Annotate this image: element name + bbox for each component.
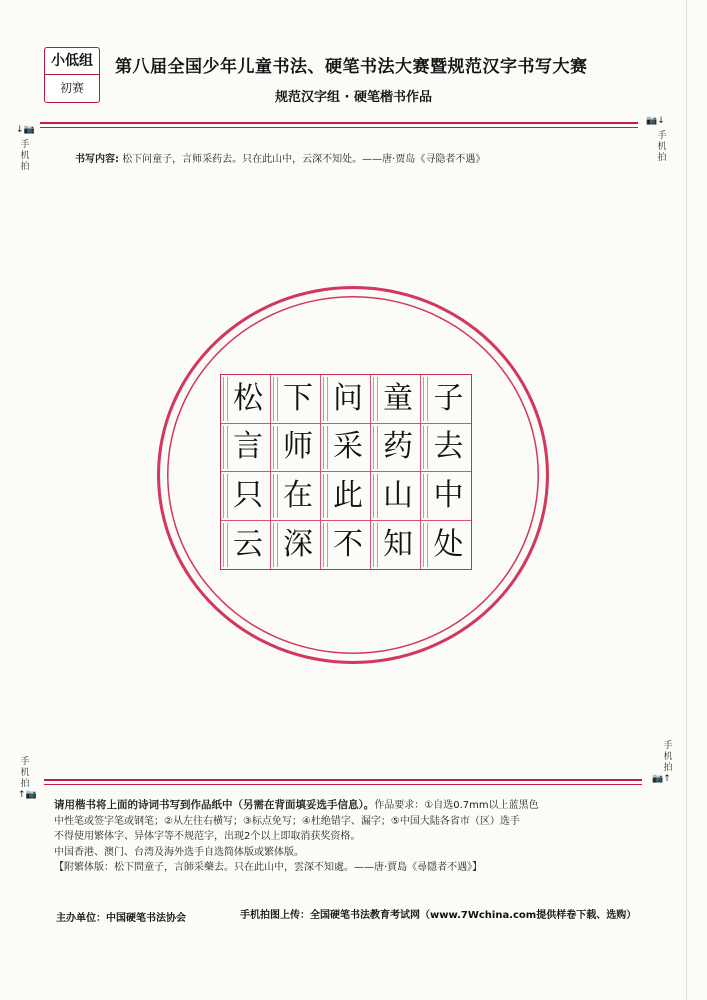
top-divider <box>40 122 638 128</box>
instructions-line3: 不得使用繁体字、异体字等不规范字，出现2个以上即取消获奖资格。 <box>54 831 361 842</box>
page-title: 第八届全国少年儿童书法、硬笔书法大赛暨规范汉字书写大赛 <box>115 57 588 77</box>
grid-character: 深 <box>283 526 313 562</box>
grid-character: 去 <box>433 429 464 465</box>
grid-cell <box>321 424 371 473</box>
camera-icon: ↑📷 <box>18 790 37 800</box>
grid-character: 处 <box>433 526 464 562</box>
grid-character: 中 <box>433 477 464 513</box>
phone-capture-label: 手机拍 <box>657 131 667 163</box>
grid-cell <box>421 424 471 473</box>
grid-character: 药 <box>383 429 413 465</box>
grid-character: 只 <box>233 477 263 513</box>
grid-cell <box>271 521 321 570</box>
grid-cell <box>371 375 421 424</box>
grid-cell <box>321 375 371 424</box>
grid-cell <box>221 424 271 473</box>
scan-edge-line <box>686 0 687 1000</box>
grid-cell <box>321 521 371 570</box>
grid-cell <box>371 424 421 473</box>
grid-character: 子 <box>433 380 464 416</box>
grid-character: 在 <box>283 477 313 513</box>
instructions-line4: 中国香港、澳门、台湾及海外选手自选简体版或繁体版。 <box>54 846 304 858</box>
camera-icon: ↓📷 <box>16 125 35 135</box>
instructions-lead: 请用楷书将上面的诗词书写到作品纸中（另需在背面填妥选手信息）。 <box>54 799 375 811</box>
grid-cell <box>221 472 271 521</box>
grid-cell <box>221 521 271 570</box>
badge-group-label: 小低组 <box>45 48 99 75</box>
grid-character: 言 <box>233 429 263 465</box>
grid-character: 采 <box>333 429 363 465</box>
grid-character: 师 <box>283 429 313 465</box>
grid-cell <box>371 521 421 570</box>
writing-content <box>75 150 485 165</box>
grid-cell <box>271 375 321 424</box>
upload-info-text: 手机拍图上传：全国硬笔书法教育考试网（www.7Wchina.com提供样卷下载、选购） <box>240 910 637 921</box>
instructions-line1-rest: 作品要求：①自选0.7mm以上蓝黑色 <box>374 800 539 811</box>
phone-capture-label: 手机拍 <box>20 140 30 172</box>
writing-content-text: 松下问童子，言师采药去。只在此山中，云深不知处。——唐·贾岛《寻隐者不遇》 <box>122 154 486 165</box>
grid-cell <box>421 472 471 521</box>
grid-cell <box>271 424 321 473</box>
page-subtitle: 规范汉字组 · 硬笔楷书作品 <box>275 90 432 105</box>
writing-content-label: 书写内容: <box>75 154 119 165</box>
grid-character: 童 <box>383 380 413 416</box>
grid-character: 不 <box>333 526 363 562</box>
bottom-divider <box>44 779 642 785</box>
instructions-block <box>54 798 664 876</box>
phone-capture-label: 手机拍 <box>20 757 30 789</box>
grid-character: 问 <box>333 380 363 416</box>
grid-cell <box>221 375 271 424</box>
camera-icon: 📷↑ <box>652 774 671 784</box>
phone-capture-label: 手机拍 <box>663 741 673 773</box>
grid-character: 此 <box>333 477 363 513</box>
instructions-line2: 中性笔或签字笔或钢笔；②从左往右横写；③标点免写；④杜绝错字、漏字；⑤中国大陆各省市（区）选手 <box>54 815 520 827</box>
grid-character: 下 <box>283 380 313 416</box>
grid-cell <box>321 472 371 521</box>
grid-cell <box>371 472 421 521</box>
character-grid <box>220 374 472 570</box>
grid-cell <box>421 375 471 424</box>
grid-character: 云 <box>233 526 263 562</box>
instructions-line5: 【附繁体版：松下問童子，言師采藥去。只在此山中，雲深不知處。——唐·賈島《尋隱者不遇》】 <box>54 862 483 873</box>
grid-character: 知 <box>383 526 413 562</box>
badge-round-label: 初赛 <box>59 81 84 95</box>
camera-icon: 📷↓ <box>646 116 665 126</box>
grid-character: 松 <box>233 380 263 416</box>
grid-cell <box>271 472 321 521</box>
organizer-text: 主办单位：中国硬笔书法协会 <box>56 913 186 924</box>
grid-character: 山 <box>383 477 413 513</box>
grid-cell <box>421 521 471 570</box>
